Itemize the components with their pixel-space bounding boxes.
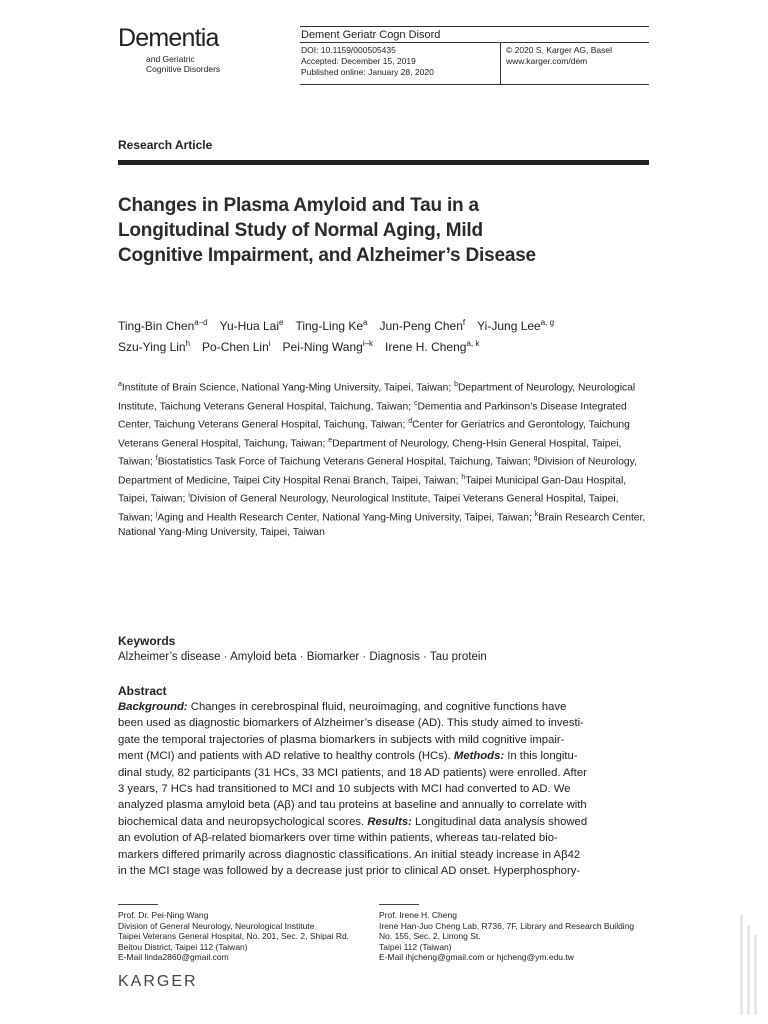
copyright-info — [506, 45, 612, 67]
correspondence-line: E-Mail linda2860@gmail.com — [118, 952, 229, 963]
correspondence-line: Prof. Dr. Pei-Ning Wang — [118, 910, 209, 920]
author-affiliation-mark: i — [268, 339, 271, 348]
author-name: Po-Chen Lin — [202, 340, 269, 354]
abstract-heading: Abstract — [118, 684, 167, 698]
correspondence-line: Beitou District, Taipei 112 (Taiwan) — [118, 941, 248, 952]
author-affiliation-mark: a — [363, 318, 368, 327]
author-affiliation-mark: e — [279, 318, 284, 327]
author — [118, 314, 208, 335]
correspondence-line: Prof. Irene H. Cheng — [379, 910, 457, 920]
abstract-line: analyzed plasma amyloid beta (Aβ) and tau proteins at baseline and annually to correlate with — [118, 799, 587, 812]
abstract-line: ment (MCI) and patients with AD relative to healthy controls (HCs). Methods: In this longitu- — [118, 750, 578, 763]
logo-sub-line: Cognitive Disorders — [146, 64, 221, 74]
header-rule — [300, 84, 649, 85]
article-title: Changes in Plasma Amyloid and Tau in a Longitudinal Study of Normal Aging, Mild Cognitive Impairment, and Alzheimer’s Disease — [118, 195, 536, 266]
journal-logo-subtitle — [146, 54, 220, 74]
abstract-line: in the MCI stage was followed by a decrease just prior to clinical AD onset. Hyperphosphory- — [118, 865, 581, 878]
author-name: Pei-Ning Wang — [282, 340, 363, 354]
author — [220, 314, 284, 335]
author-name: Yi-Jung Lee — [477, 319, 541, 333]
correspondence-line: Division of General Neurology, Neurological Institute — [118, 920, 315, 931]
abstract-section-label: Background: — [118, 701, 188, 713]
affiliation-mark: e — [328, 436, 333, 444]
author-name: Irene H. Cheng — [385, 340, 467, 354]
author-name: Szu-Ying Lin — [118, 340, 186, 354]
correspondence-line: E-Mail ihjcheng@gmail.com or hjcheng@ym.edu.tw — [379, 952, 574, 963]
correspondence-line: Irene Han-Juo Cheng Lab, R736, 7F, Library and Research Building — [379, 920, 635, 931]
affiliation-text: Dementia and Parkinson’s Disease Integrated Center, Taichung Veterans General Hospital, Taichung, Taiwan; — [118, 400, 627, 431]
author — [380, 314, 466, 335]
author-affiliation-mark: i–k — [362, 339, 374, 348]
author — [295, 314, 367, 335]
footnote-rule — [118, 904, 158, 905]
abstract-line: markers differed primarily across diagnostic classifications. An initial steady increase in Aβ42 — [118, 848, 581, 861]
keywords-heading: Keywords — [118, 634, 176, 648]
author-affiliation-mark: a–d — [194, 318, 208, 327]
affiliation-text: Division of General Neurology, Neurological Institute, Taipei Veterans General Hospital, Taipei, Taiwan; — [118, 493, 619, 524]
abstract-line: been used as diagnostic biomarkers of Alzheimer’s disease (AD). This study aimed to investi- — [118, 717, 584, 730]
affiliation-mark: h — [461, 473, 466, 481]
author-affiliation-mark: a, g — [540, 318, 555, 327]
author — [283, 335, 374, 356]
header-rule — [300, 26, 649, 27]
doi: DOI: 10.1159/000505435 — [301, 45, 396, 55]
author-affiliation-mark: h — [185, 339, 191, 348]
header-rule — [300, 42, 649, 43]
affiliation-mark: c — [413, 399, 418, 407]
author-name: Yu-Hua Lai — [219, 319, 279, 333]
affiliation-text: Institute of Brain Science, National Yang-Ming University, Taipei, Taiwan; — [121, 382, 455, 394]
affiliation-text: Department of Neurology, Cheng-Hsin General Hospital, Taipei, Taiwan; — [118, 437, 622, 468]
affiliation-mark: b — [454, 381, 458, 388]
affiliations — [118, 377, 649, 540]
author — [202, 335, 271, 356]
abstract-line: dinal study, 82 participants (31 HCs, 33 MCI patients, and 18 AD patients) were enrolled. After — [118, 766, 587, 779]
correspondence-left — [118, 910, 349, 963]
abstract-body — [118, 699, 649, 879]
correspondence-line: Taipei Veterans General Hospital, No. 201, Sec. 2, Shipai Rd. — [118, 931, 350, 942]
logo-sub-line: and Geriatric — [146, 54, 195, 64]
copyright: © 2020 S. Karger AG, Basel — [506, 45, 612, 55]
author-name: Ting-Ling Ke — [295, 319, 364, 333]
correspondence-line: No. 155, Sec. 2, Linong St. — [379, 931, 481, 942]
abstract-section-label: Methods: — [453, 750, 505, 763]
header-divider — [500, 42, 501, 84]
author-name: Ting-Bin Chen — [118, 319, 195, 333]
journal-name: Dement Geriatr Cogn Disord — [301, 29, 441, 41]
correspondence-right — [379, 910, 634, 963]
affiliation-mark: g — [533, 455, 538, 463]
author — [477, 314, 554, 335]
author-list — [118, 314, 649, 356]
abstract-line: gate the temporal trajectories of plasma biomarkers in subjects with mild cognitive impair- — [118, 733, 565, 746]
affiliation-text: Division of Neurology, Department of Medicine, Taipei City Hospital Renai Branch, Taipei, Taiwan; — [118, 456, 637, 486]
affiliation-text: Taipei Municipal Gan-Dau Hospital, Taipei, Taiwan; — [118, 475, 627, 505]
affiliation-mark: j — [155, 510, 158, 518]
author — [385, 335, 479, 356]
author-affiliation-mark: f — [462, 318, 466, 327]
affiliation-text: Center for Geriatrics and Gerontology, Taichung Veterans General Hospital, Taichung, Taiwan; — [118, 419, 630, 449]
correspondence-line: Taipei 112 (Taiwan) — [379, 941, 452, 952]
accepted-date: Accepted: December 15, 2019 — [301, 56, 416, 66]
abstract-section-label: Results: — [367, 815, 412, 828]
affiliation-text: Brain Research Center, National Yang-Ming University, Taipei, Taiwan — [118, 512, 646, 539]
author — [118, 335, 190, 356]
article-type: Research Article — [118, 138, 213, 152]
journal-url[interactable]: www.karger.com/dem — [506, 56, 588, 66]
abstract-line: 3 years, 7 HCs had transitioned to MCI and 10 subjects with MCI had converted to AD. We — [118, 783, 571, 796]
publisher-logo: KARGER — [118, 973, 198, 990]
footnote-rule — [379, 904, 419, 905]
author-name: Jun-Peng Chen — [379, 319, 463, 333]
abstract-line: an evolution of Aβ-related biomarkers over time within patients, whereas tau-related bio- — [118, 832, 558, 845]
download-watermark — [736, 915, 768, 1015]
abstract-line: Background: Changes in cerebrospinal fluid, neuroimaging, and cognitive functions have — [118, 701, 567, 713]
author-affiliation-mark: a, k — [466, 339, 480, 348]
article-type-rule — [118, 160, 649, 165]
affiliation-text: Department of Neurology, Neurological Institute, Taichung Veterans General Hospital, Taichung, Taiwan; — [118, 382, 636, 412]
affiliation-text: Biostatistics Task Force of Taichung Veterans General Hospital, Taichung, Taiwan; — [157, 456, 534, 468]
published-date: Published online: January 28, 2020 — [301, 67, 434, 77]
publication-info — [301, 45, 434, 78]
affiliation-text: Aging and Health Research Center, National Yang-Ming University, Taipei, Taiwan; — [157, 512, 535, 524]
affiliation-mark: k — [534, 510, 539, 518]
keywords-list: Alzheimer’s disease · Amyloid beta · Biomarker · Diagnosis · Tau protein — [118, 651, 487, 663]
affiliation-mark: i — [188, 492, 190, 500]
affiliation-mark: f — [155, 455, 158, 463]
journal-logo: Dementia — [118, 24, 219, 52]
affiliation-mark: d — [408, 418, 413, 426]
affiliation-mark: a — [118, 381, 122, 388]
abstract-line: biochemical data and neuropsychological scores. Results: Longitudinal data analysis showed — [118, 815, 588, 828]
